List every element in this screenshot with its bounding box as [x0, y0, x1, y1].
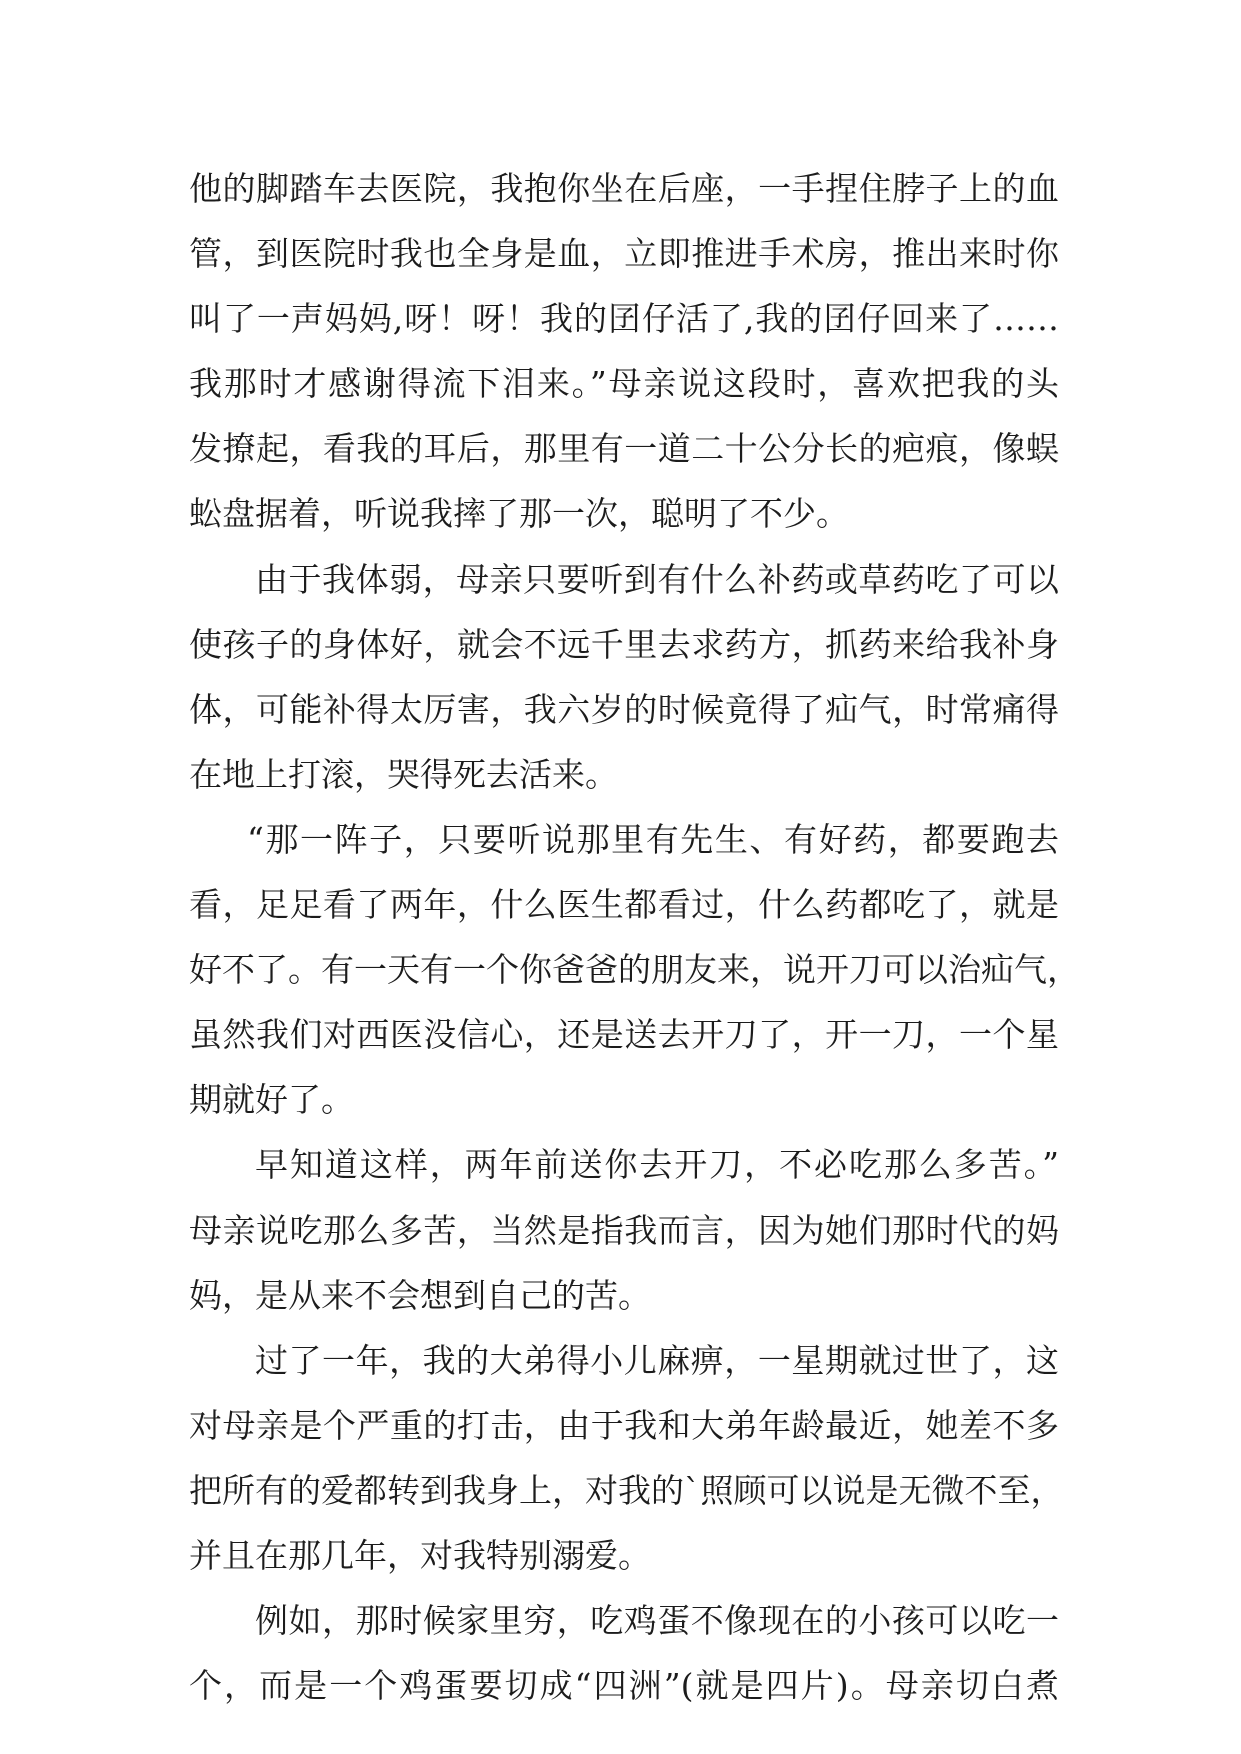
text-line: 把所有的爱都转到我身上，对我的`照顾可以说是无微不至，: [189, 1470, 1064, 1510]
text-line: 在地上打滚，哭得死去活来。: [189, 754, 618, 794]
text-line: 体，可能补得太厉害，我六岁的时候竟得了疝气，时常痛得: [189, 689, 1059, 729]
text-line: 管，到医院时我也全身是血，立即推进手术房，推出来时你: [189, 234, 1059, 274]
text-line: 虽然我们对西医没信心，还是送去开刀了，开一刀，一个星: [189, 1015, 1059, 1055]
text-line: 他的脚踏车去医院，我抱你坐在后座，一手捏住脖子上的血: [189, 169, 1059, 208]
text-line: 蚣盘据着，听说我摔了那一次，聪明了不少。: [189, 494, 849, 534]
text-line: 使孩子的身体好，就会不远千里去求药方，抓药来给我补身: [189, 624, 1059, 664]
body-text: [189, 156, 1080, 1718]
text-line: 我那时才感谢得流下泪来。”母亲说这段时，喜欢把我的头: [189, 364, 1059, 404]
text-line: 过了一年，我的大弟得小儿麻痹，一星期就过世了，这: [255, 1340, 1059, 1380]
text-line: 看，足足看了两年，什么医生都看过，什么药都吃了，就是: [189, 885, 1059, 925]
text-line: 妈，是从来不会想到自己的苦。: [189, 1275, 651, 1315]
text-line: 对母亲是个严重的打击，由于我和大弟年龄最近，她差不多: [189, 1405, 1059, 1445]
text-line: 母亲说吃那么多苦，当然是指我而言，因为她们那时代的妈: [189, 1210, 1059, 1250]
text-line: 叫了一声妈妈,呀！呀！我的囝仔活了,我的囝仔回来了……: [189, 299, 1059, 339]
text-line: 个，而是一个鸡蛋要切成“四洲”(就是四片)。母亲切白煮: [189, 1666, 1059, 1706]
text-line: 发撩起，看我的耳后，那里有一道二十公分长的疤痕，像蜈: [189, 429, 1059, 469]
text-line: 并且在那几年，对我特别溺爱。: [189, 1535, 651, 1575]
text-line: 例如，那时候家里穷，吃鸡蛋不像现在的小孩可以吃一: [255, 1601, 1059, 1641]
text-line: 早知道这样，两年前送你去开刀，不必吃那么多苦。”: [255, 1145, 1059, 1185]
text-line: 好不了。有一天有一个你爸爸的朋友来，说开刀可以治疝气，: [189, 950, 1080, 990]
text-line: 由于我体弱，母亲只要听到有什么补药或草药吃了可以: [255, 559, 1059, 599]
text-line: 期就好了。: [189, 1080, 354, 1120]
text-line: “那一阵子，只要听说那里有先生、有好药，都要跑去: [247, 819, 1059, 859]
